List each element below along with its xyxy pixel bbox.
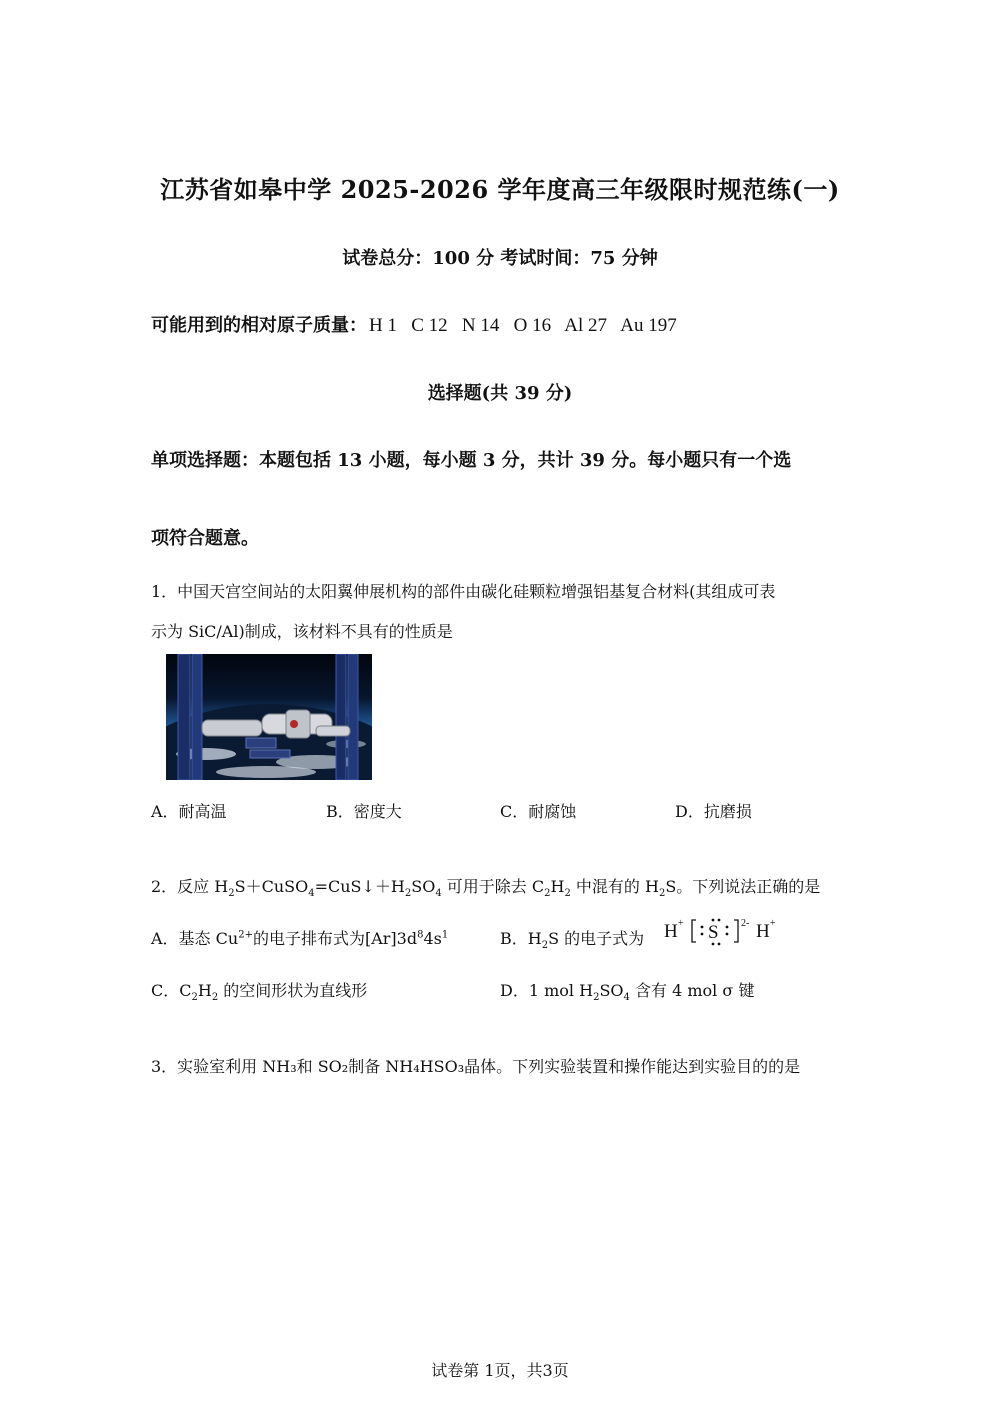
section-title: 选择题(共 39 分) xyxy=(427,383,573,404)
page-footer: 试卷第 1页，共3页 xyxy=(431,1361,569,1380)
q2-option-c: C．$C_2H_2$ 的空间形状为直线形 xyxy=(151,981,368,1004)
svg-text:2-: 2- xyxy=(741,918,750,929)
space-station-photo xyxy=(166,654,372,780)
q1-option-d: D．抗磨损 xyxy=(675,802,752,821)
section-instruction-line1: 单项选择题：本题包括 13 小题，每小题 3 分，共计 39 分。每小题只有一个选 xyxy=(151,450,792,471)
q1-option-c: C．耐腐蚀 xyxy=(500,802,577,821)
atomic-mass-line xyxy=(151,311,677,337)
q2-option-d: D．1 mol $H_2SO_4$ 含有 4 mol σ 键 xyxy=(500,981,755,1004)
svg-text:H: H xyxy=(664,921,678,942)
svg-text:S: S xyxy=(708,922,719,943)
q2-num: 2．反应 xyxy=(151,877,215,896)
atomic-mass-label: 可能用到的相对原子质量： xyxy=(151,315,367,336)
q3-stem: 3．实验室利用 NH₃和 SO₂制备 NH₄HSO₃晶体。下列实验装置和操作能达到实验目的的是 xyxy=(151,1057,801,1076)
q1-stem-line1: 1．中国天宫空间站的太阳翼伸展机构的部件由碳化硅颗粒增强铝基复合材料(其组成可表 xyxy=(151,582,776,601)
section-instruction-line2: 项符合题意。 xyxy=(151,528,259,549)
q2-stem: 2．反应 $H_2S+CuSO_4=CuS↓+H_2SO_4$ 可用于除去 $C_2H_2$ 中混有的 $H_2S$。下列说法正确的是 xyxy=(151,877,821,900)
exam-title: 江苏省如皋中学 2025-2026 学年度高三年级限时规范练(一) xyxy=(160,175,840,204)
q2-option-a: A．基态 $Cu^{2+}$的电子排布式为$[Ar]3d^84s^1$ xyxy=(151,929,449,948)
h2s-electron-dot-diagram xyxy=(664,914,784,954)
svg-text:+: + xyxy=(678,918,684,929)
q1-stem-line2: 示为 SiC/Al)制成，该材料不具有的性质是 xyxy=(151,622,453,641)
svg-text:H: H xyxy=(756,921,770,942)
q2-option-b: B．$H_2S$ 的电子式为 xyxy=(500,929,645,952)
q1-option-b: B．密度大 xyxy=(326,802,402,821)
atomic-mass-values: H 1 C 12 N 14 O 16 Al 27 Au 197 xyxy=(369,315,677,336)
q1-option-a: A．耐高温 xyxy=(151,802,227,821)
svg-text:+: + xyxy=(770,918,776,929)
exam-subtitle: 试卷总分：100 分 考试时间：75 分钟 xyxy=(342,248,658,269)
